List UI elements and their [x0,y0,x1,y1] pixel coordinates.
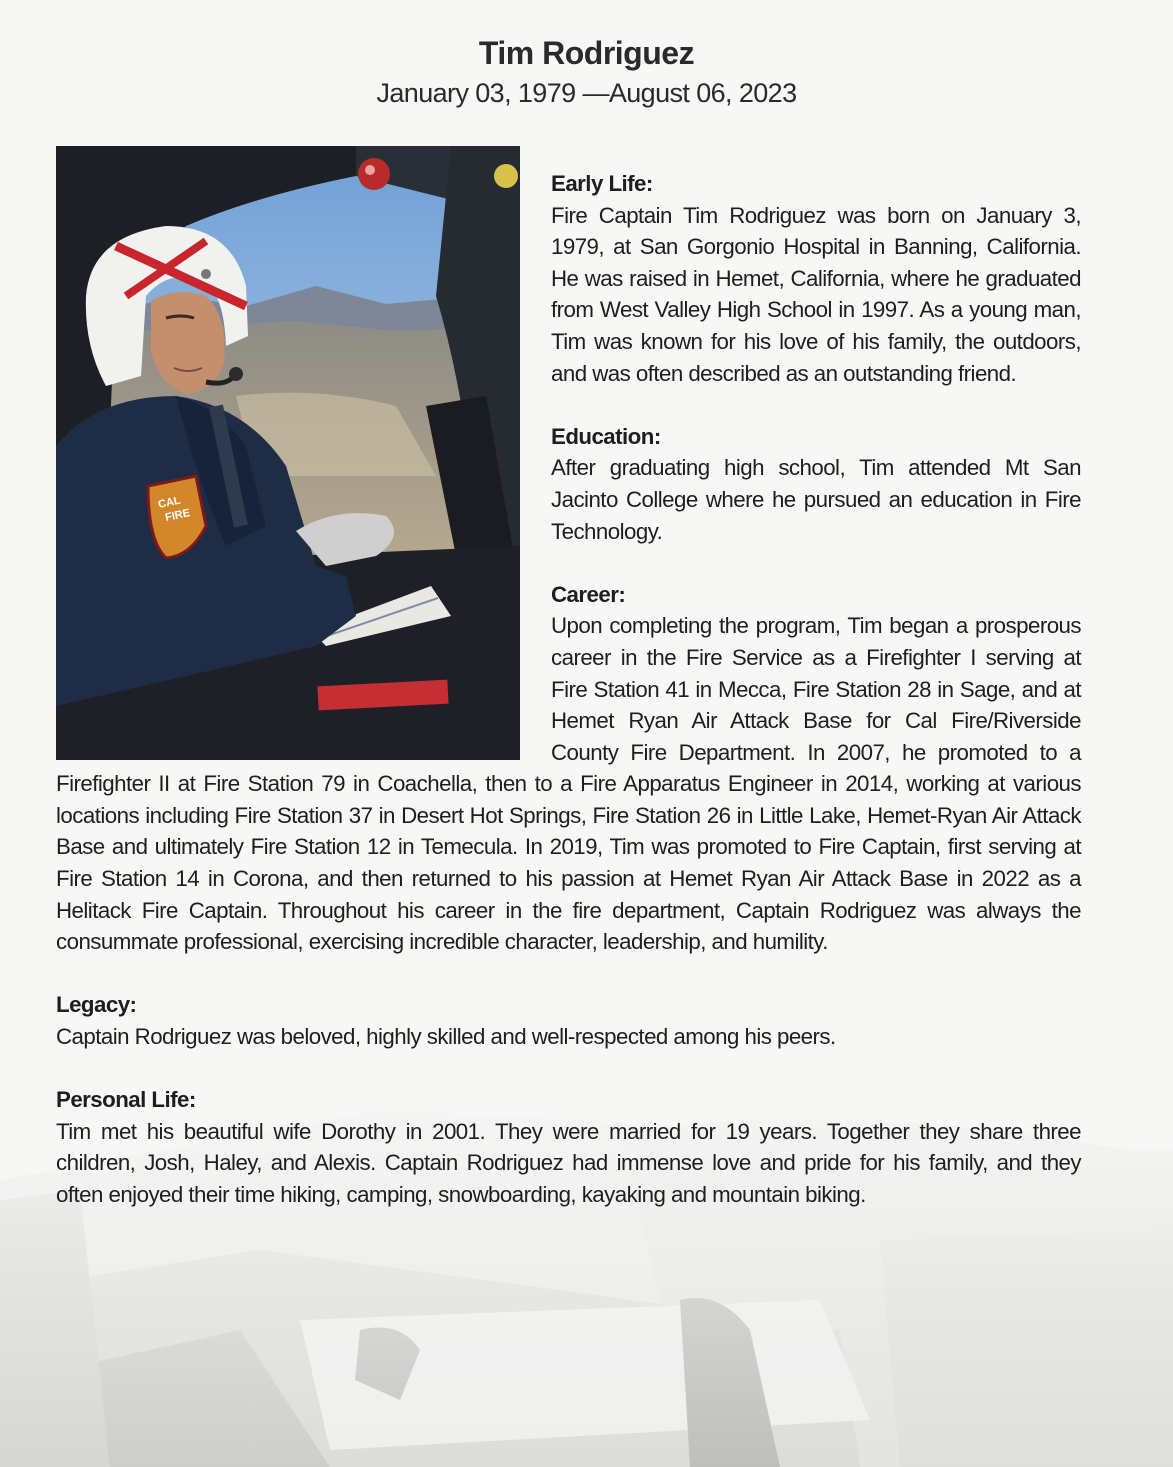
person-name: Tim Rodriguez [478,35,695,71]
life-dates: January 03, 1979 —August 06, 2023 [376,78,797,108]
education-text: After graduating high school, Tim attended Mt San Jacinto College where he pursued an education in Fire Technology. [551,455,1081,544]
photo-wrap-space [56,168,551,762]
early-life-heading: Early Life: [551,171,653,196]
career-heading: Career: [551,581,626,607]
patch-text-fire: FIRE [164,506,192,524]
legacy-heading: Legacy: [56,992,137,1018]
career-text: Upon completing the program, Tim began a prosperous career in the Fire Service as a Firefighter I serving at Fire Station 41 in Mecca, Fire Station 28 in Sage, and at Hemet Ryan Air Attack Base for Cal Fire/Riverside County Fire Department. In 2007, he promoted to a Firefighter II at Fire Station 79 in Coachella, then to a Fire Apparatus Engineer in 2014, working at various locations including Fire Station 37 in Desert Hot Springs, Fire Station 26 in Little Lake, Hemet-Ryan Air Attack Base and ultimately Fire Station 12 in Temecula. In 2019, Tim was promoted to Fire Captain, first serving at Fire Station 14 in Corona, and then returned to his passion at Hemet Ryan Air Attack Base in 2022 as a Helitack Fire Captain. Throughout his career in the fire department, Captain Rodriguez was always the consummate professional, exercising incredible character, leadership, and humility. [56,613,1081,955]
legacy-text: Captain Rodriguez was beloved, highly skilled and well-respected among his peers. [56,1024,836,1050]
header [0,34,1173,110]
early-life-text: Fire Captain Tim Rodriguez was born on January 3, 1979, at San Gorgonio Hospital in Banning, California. He was raised in Hemet, California, where he graduated from West Valley High School in 1997. As a young man, Tim was known for his love of his family, the outdoors, and was often described as an outstanding friend. [551,202,1081,386]
patch-text-cal: CAL [157,494,182,511]
personal-life-heading: Personal Life: [56,1087,196,1113]
education-heading: Education: [551,423,661,449]
obituary-text [56,168,1081,1211]
personal-life-text: Tim met his beautiful wife Dorothy in 2001. They were married for 19 years. Together they share three children, Josh, Haley, and Alexis. Captain Rodriguez had immense love and pride for his family, and they often enjoyed their time hiking, camping, snowboarding, kayaking and mountain biking. [56,1118,1081,1207]
